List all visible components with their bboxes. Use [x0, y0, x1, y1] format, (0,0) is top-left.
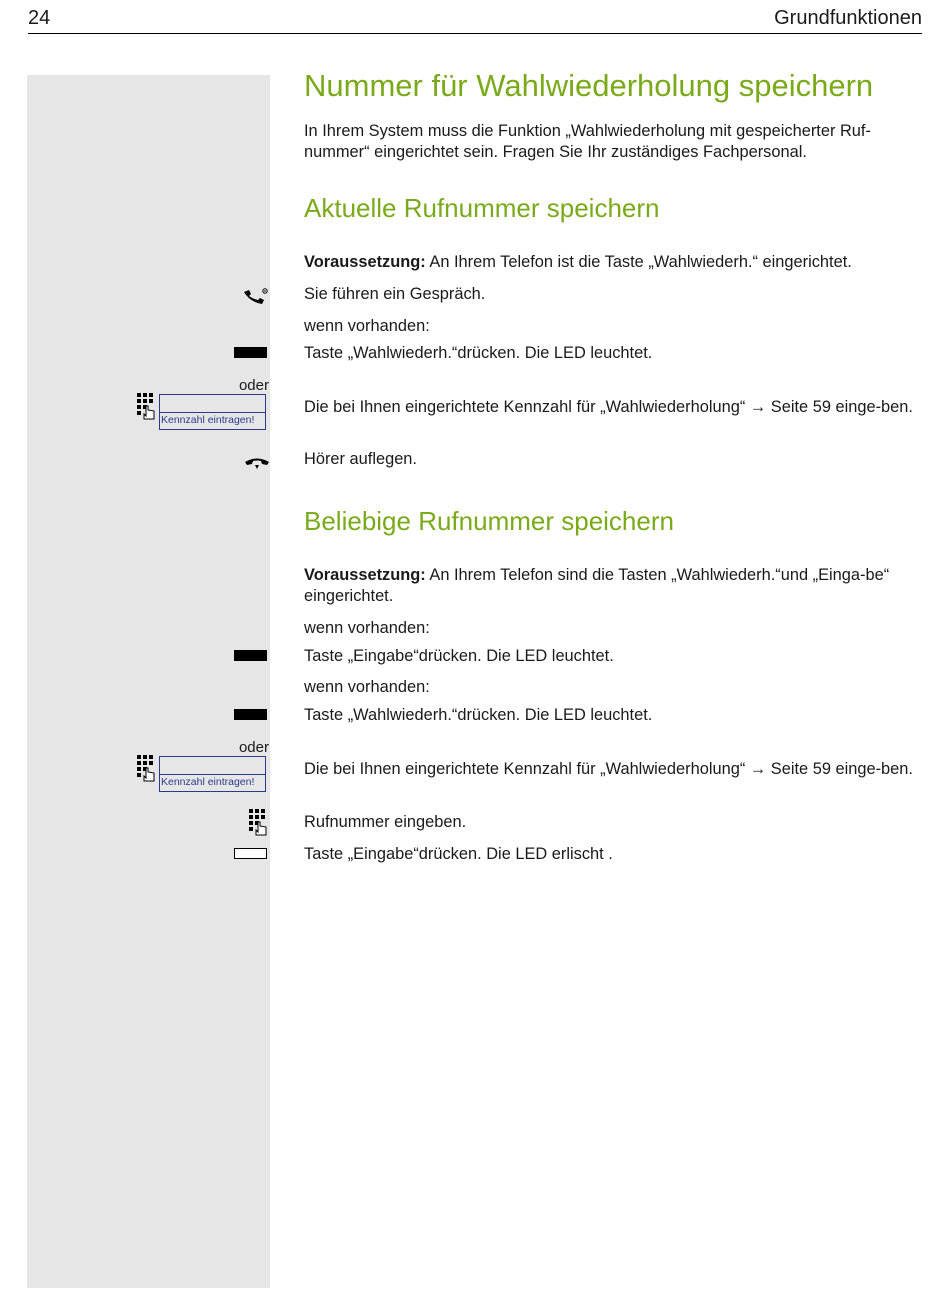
step-redial-key: Taste „Wahlwiederh.“drücken. Die LED leuchtet.: [304, 706, 653, 724]
input-key-lit: [234, 650, 267, 661]
header-divider: [28, 33, 922, 34]
section-2-precondition: [304, 565, 924, 607]
step-enter-code: Die bei Ihnen eingerichtete Kennzahl für „Wahlwiederholung“ → Seite 59 einge-ben.: [304, 398, 913, 416]
or-label: oder: [238, 739, 269, 756]
chapter-title: Grundfunktionen: [774, 7, 922, 29]
display-divider: [160, 774, 265, 775]
step-redial-key: Taste „Wahlwiederh.“drücken. Die LED leuchtet.: [304, 344, 653, 362]
display-text: Kennzahl eintragen!: [161, 776, 255, 788]
section-1-precondition: [304, 252, 924, 273]
display-kennzahl: [159, 394, 266, 430]
redial-key-lit: [234, 709, 267, 720]
precondition-text: An Ihrem Telefon sind die Tasten „Wahlwiederh.“und „Einga-be“ eingerichtet.: [304, 566, 890, 605]
step-input-key: Taste „Eingabe“drücken. Die LED leuchtet.: [304, 647, 614, 665]
keypad-icon: [136, 754, 158, 784]
or-label: oder: [238, 377, 269, 394]
display-divider: [160, 412, 265, 413]
redial-key-lit: [234, 347, 267, 358]
keypad-icon: [248, 808, 270, 838]
handset-in-call-icon: [242, 286, 270, 304]
step-enter-number: Rufnummer eingeben.: [304, 813, 467, 831]
step-hang-up: Hörer auflegen.: [304, 450, 417, 468]
page-number: 24: [28, 7, 51, 29]
intro-paragraph: In Ihrem System muss die Funktion „Wahlwiederholung mit gespeicherter Ruf-nummer“ eingerichtet sein. Fragen Sie Ihr zuständiges Fachpersonal.: [304, 122, 871, 161]
if-available-label: wenn vorhanden:: [304, 678, 430, 696]
step-enter-code: Die bei Ihnen eingerichtete Kennzahl für „Wahlwiederholung“ → Seite 59 einge-ben.: [304, 760, 913, 778]
input-key-off: [234, 848, 267, 859]
if-available-label: wenn vorhanden:: [304, 317, 430, 335]
precondition-text: An Ihrem Telefon ist die Taste „Wahlwiederh.“ eingerichtet.: [425, 253, 852, 271]
precondition-label: Voraussetzung:: [304, 253, 426, 271]
display-text: Kennzahl eintragen!: [161, 414, 255, 426]
section-2-title: Beliebige Rufnummer speichern: [304, 506, 674, 536]
page-title: Nummer für Wahlwiederholung speichern: [304, 68, 874, 103]
handset-hang-up-icon: [244, 456, 270, 470]
if-available-label: wenn vorhanden:: [304, 619, 430, 637]
step-input-key-off: Taste „Eingabe“drücken. Die LED erlischt .: [304, 845, 613, 863]
instruction-sidebar: [27, 75, 270, 1288]
display-kennzahl: [159, 756, 266, 792]
section-1-title: Aktuelle Rufnummer speichern: [304, 193, 660, 223]
precondition-label: Voraussetzung:: [304, 566, 426, 584]
keypad-icon: [136, 392, 158, 422]
step-call-active: Sie führen ein Gespräch.: [304, 285, 486, 303]
